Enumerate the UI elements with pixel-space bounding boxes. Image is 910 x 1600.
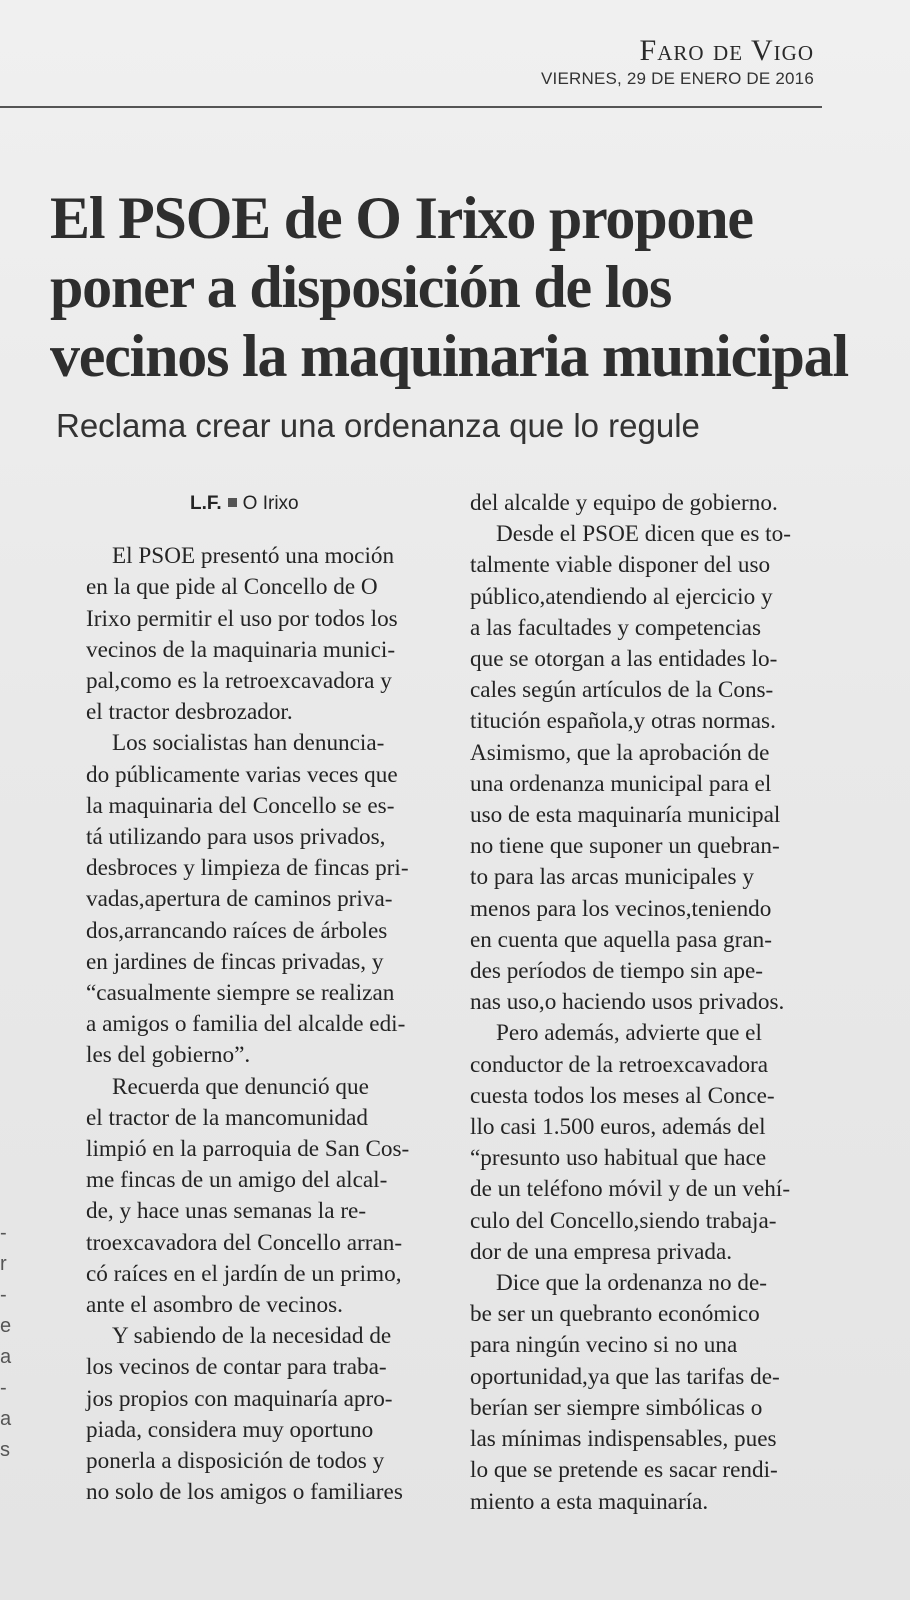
article-text-line: ponerla a disposición de todos y [86,1448,385,1475]
article-text-line: des períodos de tiempo sin ape- [470,958,763,985]
gutter-fragment: a [0,1408,12,1430]
article-text-line: en jardines de fincas privadas, y [86,948,384,975]
adjacent-article-fragments [0,1218,11,1466]
article-text-line: las mínimas indispensables, pues [470,1426,777,1453]
article-text-line: cuesta todos los meses al Conce- [470,1082,775,1109]
article-text-line: en la que pide al Concello de O [86,574,378,601]
article-text-line: “casualmente siempre se realizan [86,980,395,1007]
gutter-fragment: r [0,1253,7,1275]
article-text-line: una ordenanza municipal para el [470,770,772,797]
article-text-line: berían ser siempre simbólicas o [470,1394,763,1421]
article-text-line: titución española,y otras normas. [470,708,776,735]
gutter-fragment: e [0,1315,12,1337]
article-text-line: desbroces y limpieza de fincas pri- [86,855,409,882]
article-text-line: “presunto uso habitual que hace [470,1145,767,1172]
article-text-line: tá utilizando para usos privados, [86,824,386,851]
article-text-line: Y sabiendo de la necesidad de [112,1323,392,1350]
gutter-fragment: - [0,1377,7,1399]
headline-line: vecinos la maquinaria municipal [50,323,848,389]
article-text-line: troexcavadora del Concello arran- [86,1229,403,1256]
article-text-line: público,atendiendo al ejercicio y [470,583,773,610]
right-column-body [470,488,826,1518]
article-text-line: menos para los vecinos,teniendo [470,895,772,922]
headline [50,184,848,391]
article-text-line: oportunidad,ya que las tarifas de- [470,1363,780,1390]
article-text-line: no tiene que suponer un quebran- [470,833,780,860]
article-text-line: talmente viable disponer del uso [470,552,771,579]
article-text-line: para ningún vecino si no una [470,1332,738,1359]
article-text-line: llo casi 1.500 euros, además del [470,1114,766,1141]
subheadline: Reclama crear una ordenanza que lo regule [56,407,700,444]
article-text-line: a las facultades y competencias [470,614,761,641]
byline [86,488,452,519]
article-text-line: la maquinaria del Concello se es- [86,792,395,819]
article-text-line: có raíces en el jardín de un primo, [86,1260,402,1287]
article-text-line: jos propios con maquinaría apro- [86,1385,393,1412]
article-text-line: me fincas de un amigo del alcal- [86,1167,388,1194]
article-text-line: do públicamente varias veces que [86,761,398,788]
article-text-line: a amigos o familia del alcalde edi- [86,1011,406,1038]
article-text-line: piada, considera muy oportuno [86,1416,374,1443]
article-text-line: el tractor de la mancomunidad [86,1104,368,1131]
article-text-line: Recuerda que denunció que [112,1073,369,1100]
article-text-line: el tractor desbrozador. [86,699,293,726]
article-text-line: vadas,apertura de caminos priva- [86,886,393,913]
article-text-line: uso de esta maquinaría municipal [470,802,781,829]
article-text-line: cales según artículos de la Cons- [470,677,774,704]
article-text-line: be ser un quebranto económico [470,1301,760,1328]
newspaper-name: Faro de Vigo [639,34,814,67]
byline-author: L.F. [190,493,222,514]
article-text-line: no solo de los amigos o familiares [86,1479,403,1506]
article-text-line: Dice que la ordenanza no de- [496,1270,768,1297]
article-text-line: to para las arcas municipales y [470,864,754,891]
article-text-line: culo del Concello,siendo trabaja- [470,1207,777,1234]
article-text-line: que se otorgan a las entidades lo- [470,646,778,673]
masthead-rule [0,106,822,108]
left-column-body [86,541,452,1508]
byline-location: O Irixo [242,493,299,514]
article-text-line: en cuenta que aquella pasa gran- [470,926,772,953]
article-text-line: miento a esta maquinaría. [470,1488,709,1515]
article-text-line: Los socialistas han denuncia- [112,730,385,757]
article-text-line: los vecinos de contar para traba- [86,1354,387,1381]
article-column-left [86,488,452,1508]
headline-line: El PSOE de O Irixo propone [50,185,753,251]
article-text-line: lo que se pretende es sacar rendi- [470,1457,778,1484]
article-text-line: les del gobierno”. [86,1042,251,1069]
article-text-line: Pero además, advierte que el [496,1020,762,1047]
gutter-fragment: - [0,1284,7,1306]
article-text-line: limpió en la parroquia de San Cos- [86,1136,410,1163]
article-text-line: Asimismo, que la aprobación de [470,739,770,766]
article-text-line: del alcalde y equipo de gobierno. [470,490,778,516]
article-column-right [470,488,826,1518]
masthead [541,34,814,90]
article-text-line: de, y hace unas semanas la re- [86,1198,367,1225]
article-text-line: nas uso,o haciendo usos privados. [470,989,785,1016]
article-text-line: ante el asombro de vecinos. [86,1292,343,1319]
article-text-line: dos,arrancando raíces de árboles [86,917,388,944]
article-text-line: conductor de la retroexcavadora [470,1051,769,1078]
article-text-line: de un teléfono móvil y de un vehí- [470,1176,791,1203]
gutter-fragment: s [0,1439,10,1461]
article-text-line: vecinos de la maquinaria munici- [86,636,396,663]
issue-date: VIERNES, 29 DE ENERO DE 2016 [541,69,814,88]
article-text-line: pal,como es la retroexcavadora y [86,668,392,694]
article-text-line: dor de una empresa privada. [470,1238,733,1265]
headline-line: poner a disposición de los [50,254,672,320]
article-text-line: El PSOE presentó una moción [112,543,395,570]
gutter-fragment: - [0,1222,7,1244]
article-text-line: Irixo permitir el uso por todos los [86,605,398,632]
article-text-line: Desde el PSOE dicen que es to- [496,521,791,548]
bullet-icon [228,498,237,507]
gutter-fragment: a [0,1346,12,1368]
